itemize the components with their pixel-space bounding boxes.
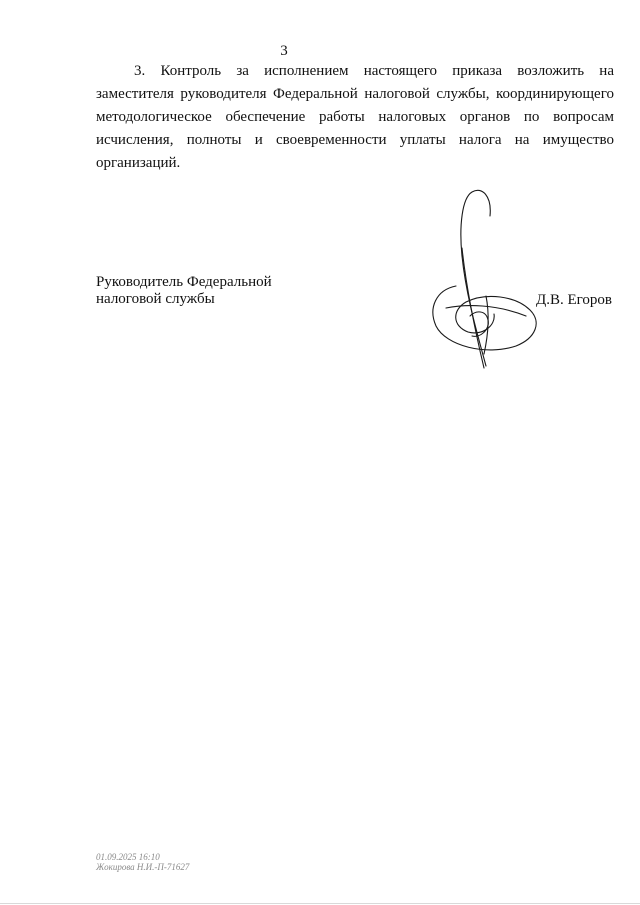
page-number: 3 [280, 43, 288, 59]
footer-registration-stamp [96, 852, 189, 872]
bottom-divider [0, 903, 640, 904]
signatory-position-line-1: Руководитель Федеральной [96, 274, 272, 290]
order-paragraph: 3. Контроль за исполнением настоящего приказа возложить на заместителя руководителя Федеральной налоговой службы, координирующего методологическое обеспечение работы налоговых органов по вопросам исчисления, полноты и своевременности уплаты налога на имущество организаций. [96, 63, 614, 171]
handwritten-signature-icon [426, 186, 546, 376]
footer-reference: Жокирова Н.И.-П-71627 [96, 862, 190, 872]
footer-timestamp: 01.09.2025 16:10 [96, 852, 160, 862]
signatory-position-line-2: налоговой службы [96, 291, 215, 307]
signatory-name: Д.В. Егоров [536, 292, 613, 308]
signatory-position [96, 274, 272, 308]
